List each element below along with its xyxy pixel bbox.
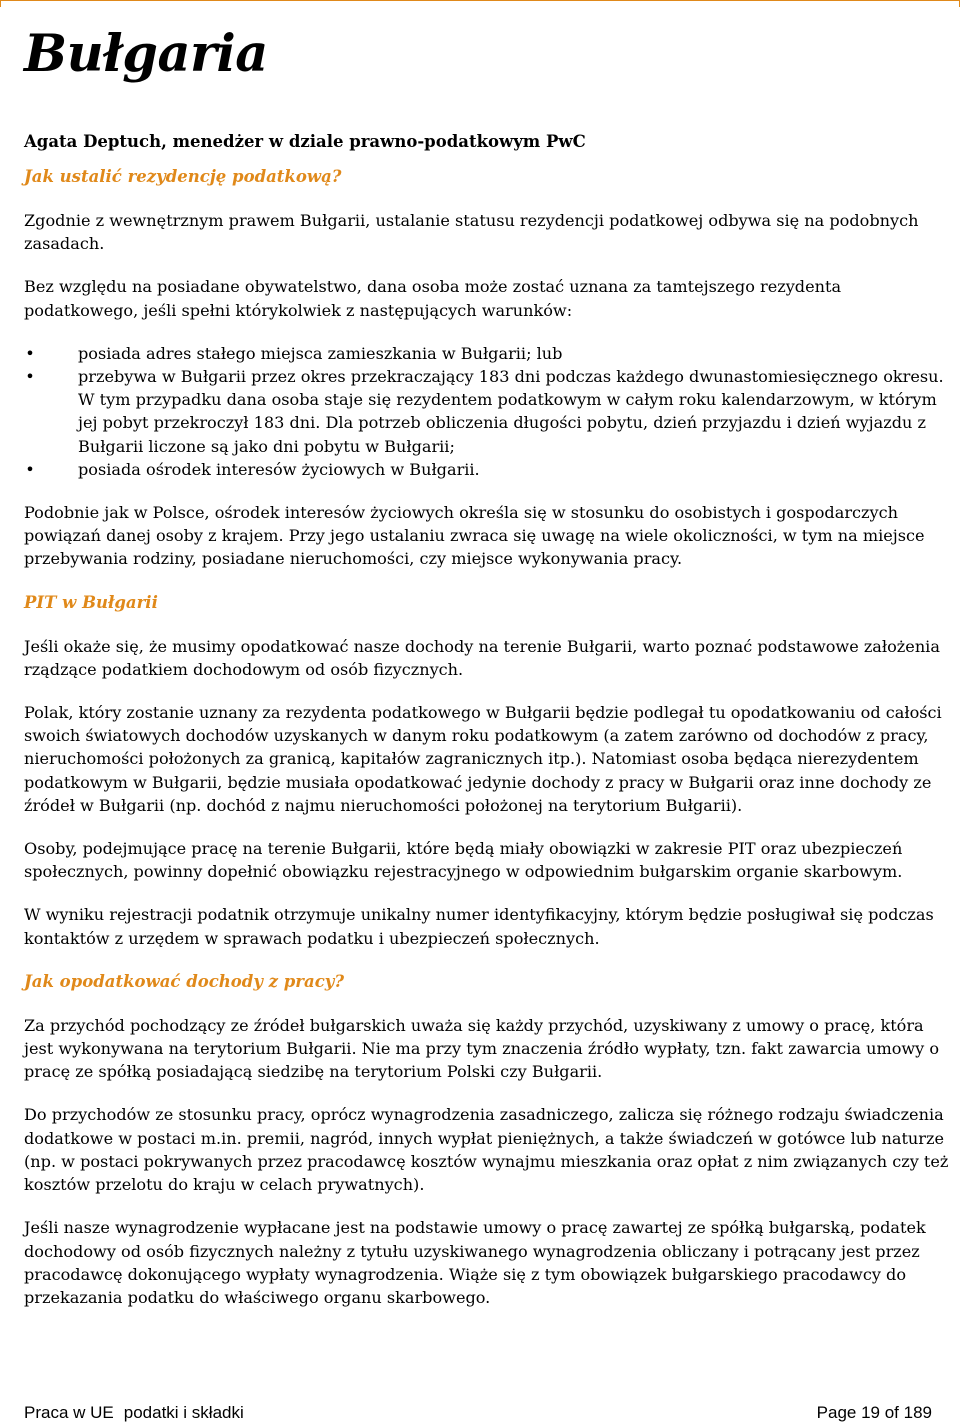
list-item xyxy=(24,458,956,481)
paragraph: Do przychodów ze stosunku pracy, oprócz wynagrodzenia zasadniczego, zalicza się różnego rodzaju świadczenia dodatkowe w postaci m.in. premii, nagród, innych wypłat pieniężnych, a także świadczeń w gotówce lub naturze (np. w postaci pokrywanych przez pracodawcę kosztów wynajmu mieszkania oraz opłat z nim związanych czy też kosztów przelotu do kraju w celach prywatnych). xyxy=(24,1105,949,1195)
paragraph: Jeśli nasze wynagrodzenie wypłacane jest na podstawie umowy o pracę zawartej ze spółką bułgarską, podatek dochodowy od osób fizycznych należny z tytułu uzyskiwanego wynagrodzenia obliczany i potrącany jest przez pracodawcę dokonującego wypłaty wynagrodzenia. Wiąże się z tym obowiązek bułgarskiego pracodawcy do przekazania podatku do właściwego organu skarbowego. xyxy=(24,1218,926,1307)
paragraph: Jeśli okaże się, że musimy opodatkować nasze dochody na terenie Bułgarii, warto poznać podstawowe założenia rządzące podatkiem dochodowym od osób fizycznych. xyxy=(24,636,940,679)
paragraph: Zgodnie z wewnętrznym prawem Bułgarii, ustalanie statusu rezydencji podatkowej odbywa się na podobnych zasadach. xyxy=(24,211,919,254)
paragraph: Polak, który zostanie uznany za rezydenta podatkowego w Bułgarii będzie podlegał tu opodatkowaniu od całości swoich światowych dochodów uzyskanych w danym roku podatkowym (a zatem zarówno od dochodów z pracy, nieruchomości położonych za granicą, kapitałów zagranicznych itp.). Natomiast osoba będąca nierezydentem podatkowym w Bułgarii, będzie musiała opodatkować jedynie dochody z pracy w Bułgarii oraz inne dochody ze źródeł w Bułgarii (np. dochód z najmu nieruchomości położonej na terytorium Bułgarii). xyxy=(24,703,942,815)
document-body xyxy=(24,22,956,1329)
footer-title-part: podatki i składki xyxy=(123,1403,244,1422)
list-item-text: posiada adres stałego miejsca zamieszkania w Bułgarii; lub xyxy=(78,343,563,363)
paragraph: Osoby, podejmujące pracę na terenie Bułgarii, które będą miały obowiązki w zakresie PIT oraz ubezpieczeń społecznych, powinny dopełnić obowiązku rejestracyjnego w odpowiednim bułgarskim organie skarbowym. xyxy=(24,839,903,882)
list-item xyxy=(24,342,956,365)
list-item-text: posiada ośrodek interesów życiowych w Bułgarii. xyxy=(78,459,480,479)
page-number: Page 19 of 189 xyxy=(816,1403,932,1422)
paragraph: Bez względu na posiadane obywatelstwo, dana osoba może zostać uznana za tamtejszego rezydenta podatkowego, jeśli spełni którykolwiek z następujących warunków: xyxy=(24,277,842,320)
section-heading-pit: PIT w Bułgarii xyxy=(24,592,158,612)
footer-title-part: Praca w UE xyxy=(24,1403,114,1422)
list-item-text: przebywa w Bułgarii przez okres przekraczający 183 dni podczas każdego dwunastomiesięcznego okresu. W tym przypadku dana osoba staje się rezydentem podatkowym w całym roku kalendarzowym, w którym jej pobyt przekroczył 183 dni. Dla potrzeb obliczenia długości pobytu, dzień przyjazdu i dzień wyjazdu z Bułgarii liczone są jako dni pobytu w Bułgarii; xyxy=(78,367,944,456)
page-title: Bułgaria xyxy=(24,24,268,84)
page-crop-mark xyxy=(0,0,960,10)
bullet-icon: • xyxy=(25,343,35,363)
section-heading-residency: Jak ustalić rezydencję podatkową? xyxy=(24,167,342,186)
paragraph: Za przychód pochodzący ze źródeł bułgarskich uważa się każdy przychód, uzyskiwany z umowy o pracę, która jest wykonywana na terytorium Bułgarii. Nie ma przy tym znaczenia źródło wypłaty, tzn. fakt zawarcia umowy o pracę ze spółką posiadającą siedzibę na terytorium Polski czy Bułgarii. xyxy=(24,1015,940,1082)
bullet-icon: • xyxy=(25,367,35,387)
bullet-icon: • xyxy=(25,459,35,479)
author-line: Agata Deptuch, menedżer w dziale prawno-podatkowym PwC xyxy=(24,132,586,151)
list-item xyxy=(24,365,956,458)
footer-document-title xyxy=(24,1402,244,1424)
residency-conditions-list xyxy=(24,342,956,481)
paragraph: Podobnie jak w Polsce, ośrodek interesów życiowych określa się w stosunku do osobistych i gospodarczych powiązań danej osoby z krajem. Przy jego ustalaniu zwraca się uwagę na wiele okoliczności, w tym na miejsce przebywania rodziny, posiadane nieruchomości, czy miejsce wykonywania pracy. xyxy=(24,503,925,569)
section-heading-work-income: Jak opodatkować dochody z pracy? xyxy=(24,971,344,991)
page-footer xyxy=(24,1402,932,1424)
paragraph: W wyniku rejestracji podatnik otrzymuje unikalny numer identyfikacyjny, którym będzie posługiwał się podczas kontaktów z urzędem w sprawach podatku i ubezpieczeń społecznych. xyxy=(24,905,934,948)
